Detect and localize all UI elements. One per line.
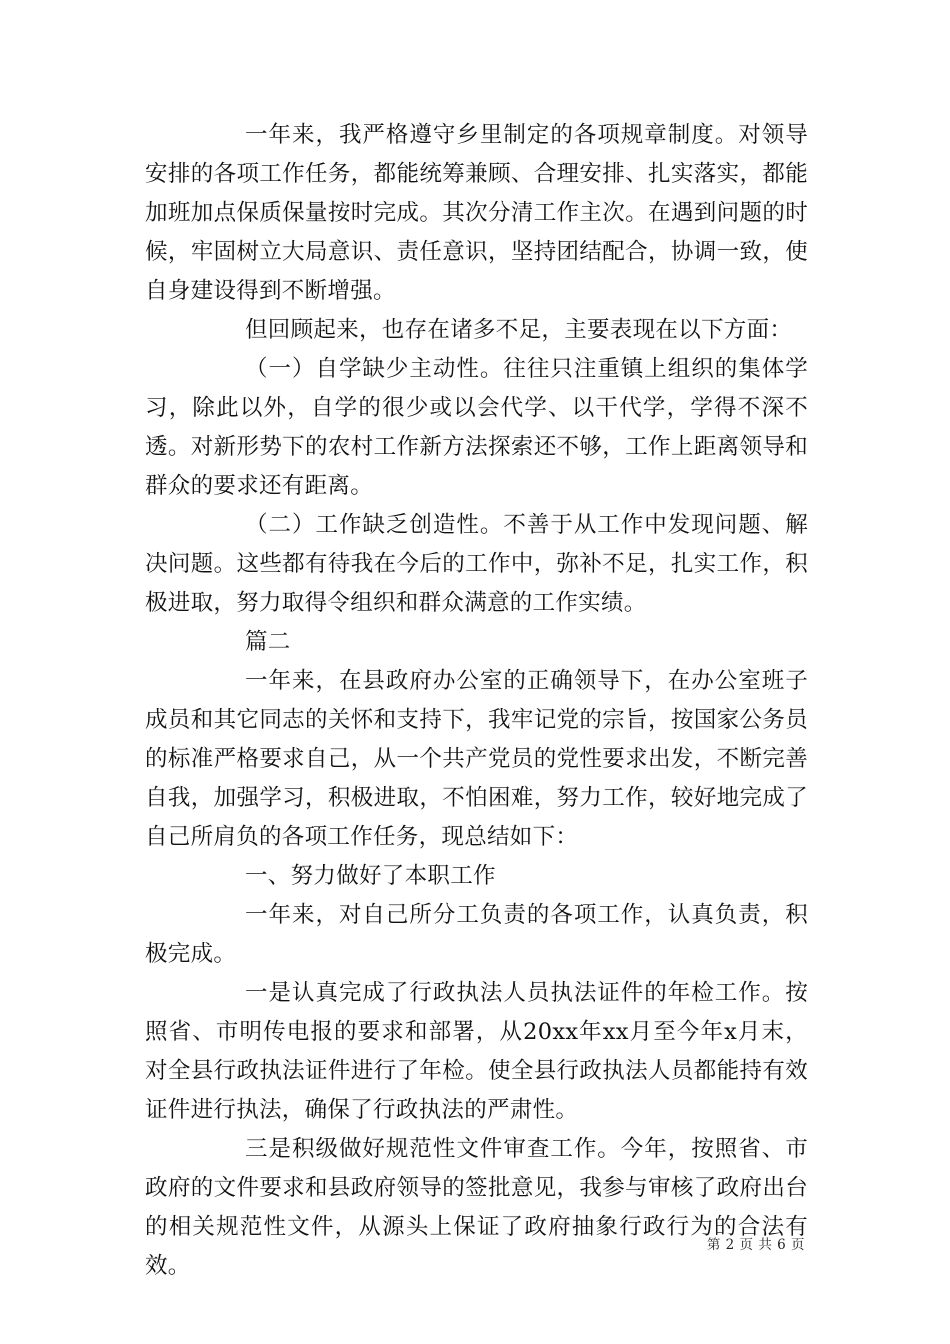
- paragraph-shortcoming-self-study: （一）自学缺少主动性。往往只注重镇上组织的集体学习，除此以外，自学的很少或以会代学、以干代学，学得不深不透。对新形势下的农村工作新方法探索还不够，工作上距离领导和群众的要求还有距离。: [145, 356, 808, 499]
- paragraph-part-two-intro: 一年来，在县政府办公室的正确领导下，在办公室班子成员和其它同志的关怀和支持下，我牢记党的宗旨，按国家公务员的标准严格要求自己，从一个共产党员的党性要求出发，不断完善自我，加强学习，积极进取，不怕困难，努力工作，较好地完成了自己所肩负的各项工作任务，现总结如下：: [145, 668, 808, 850]
- subheading-duties: 一、努力做好了本职工作: [245, 863, 496, 889]
- paragraph-shortcomings-intro: 但回顾起来，也存在诸多不足，主要表现在以下方面：: [245, 317, 793, 343]
- page-number-footer: 第 2 页 共 6 页: [706, 1237, 805, 1253]
- paragraph-document-review: 三是积级做好规范性文件审查工作。今年，按照省、市政府的文件要求和县政府领导的签批意见，我参与审核了政府出台的相关规范性文件，从源头上保证了政府抽象行政行为的合法有效。: [145, 1136, 808, 1279]
- paragraph-duties-summary: 一年来，对自己所分工负责的各项工作，认真负责，积极完成。: [145, 902, 808, 967]
- paragraph-shortcoming-creativity: （二）工作缺乏创造性。不善于从工作中发现问题、解决问题。这些都有待我在今后的工作中，弥补不足，扎实工作，积极进取，努力取得令组织和群众满意的工作实绩。: [145, 512, 808, 616]
- document-body: [145, 116, 808, 1286]
- paragraph-rules-compliance: 一年来，我严格遵守乡里制定的各项规章制度。对领导安排的各项工作任务，都能统筹兼顾、合理安排、扎实落实，都能加班加点保质保量按时完成。其次分清工作主次。在遇到问题的时候，牢固树立大局意识、责任意识，坚持团结配合，协调一致，使自身建设得到不断增强。: [145, 122, 808, 304]
- section-heading-part-two: 篇二: [245, 629, 291, 655]
- paragraph-certificate-inspection: 一是认真完成了行政执法人员执法证件的年检工作。按照省、市明传电报的要求和部署，从20xx年xx月至今年x月末，对全县行政执法证件进行了年检。使全县行政执法人员都能持有效证件进行执法，确保了行政执法的严肃性。: [145, 980, 808, 1123]
